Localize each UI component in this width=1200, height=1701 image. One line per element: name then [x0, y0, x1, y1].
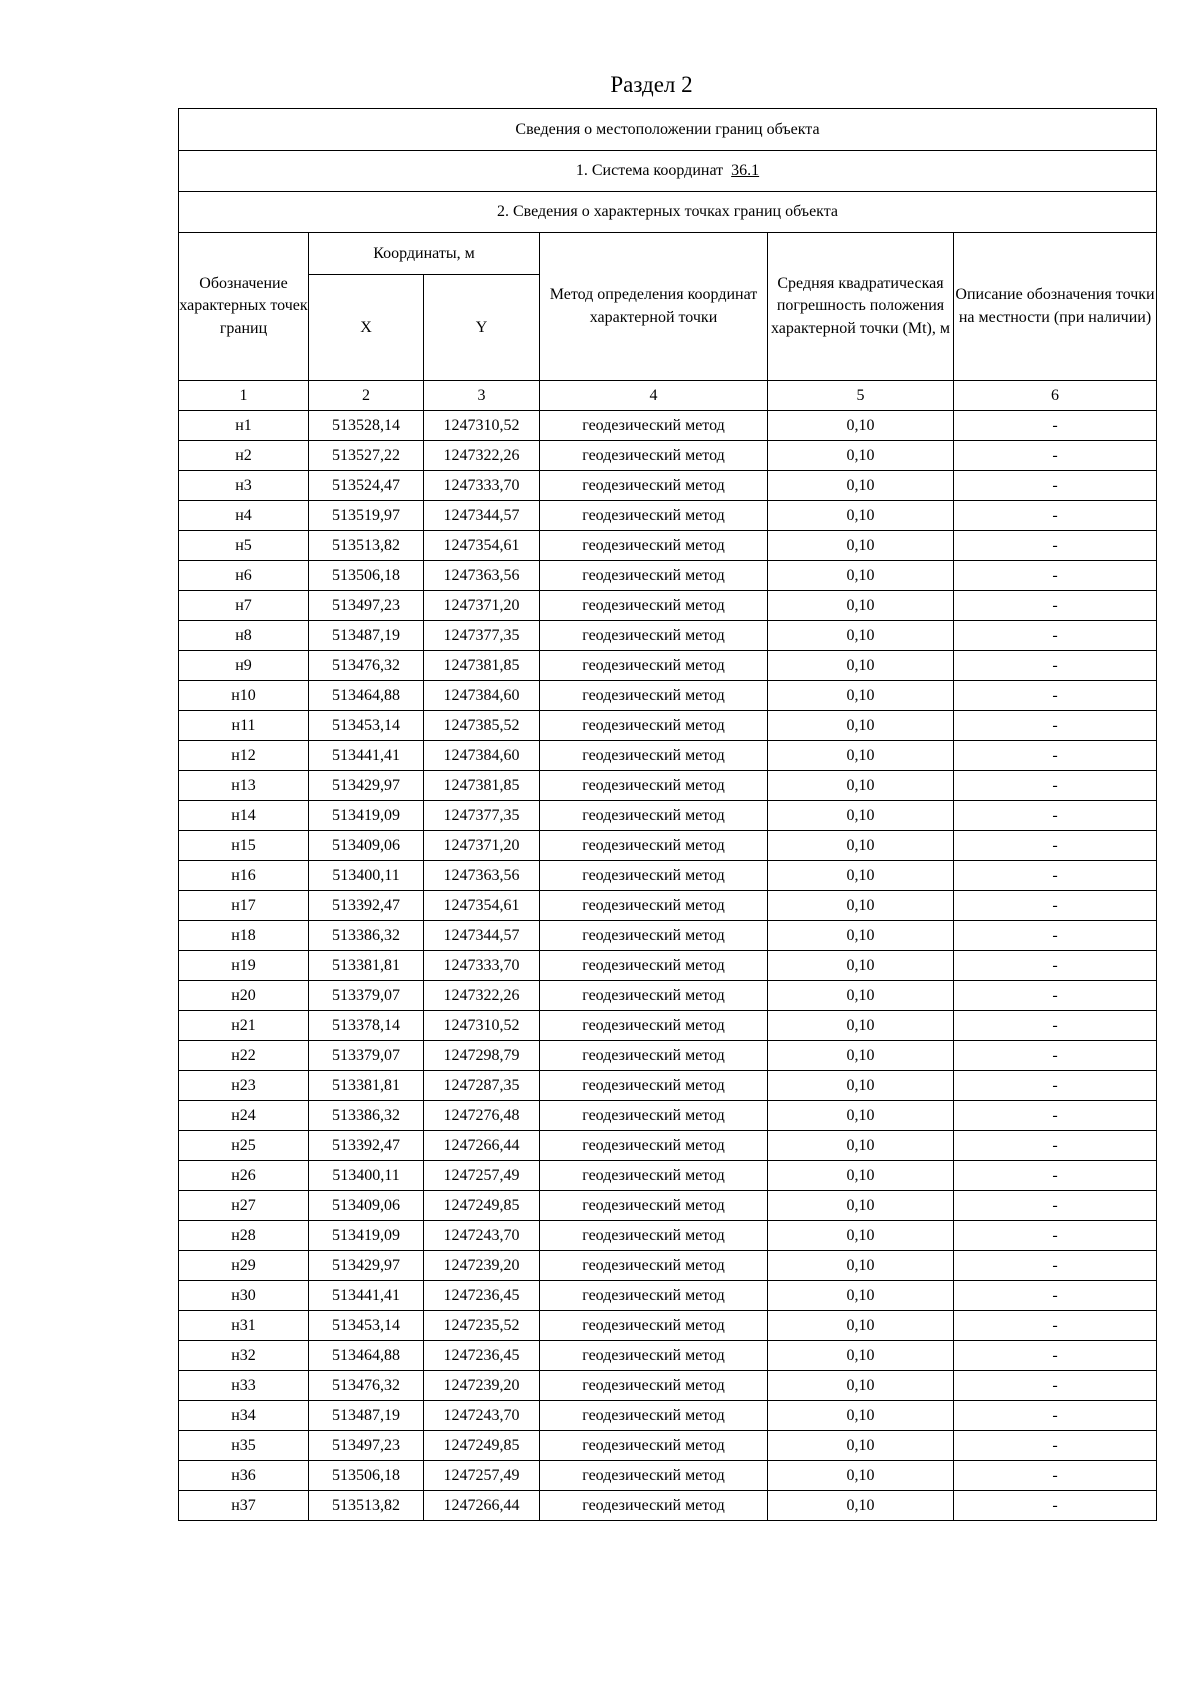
method: геодезический метод [540, 1131, 768, 1161]
point-designation: н2 [179, 441, 309, 471]
coord-system-value: 36.1 [731, 162, 760, 180]
table-row [179, 411, 1157, 441]
table-caption-row [179, 109, 1157, 151]
point-designation: н36 [179, 1461, 309, 1491]
mean-error: 0,10 [768, 441, 954, 471]
description: - [954, 471, 1157, 501]
coord-y: 1247381,85 [424, 651, 540, 681]
table-row [179, 591, 1157, 621]
coord-system-cell [179, 151, 1157, 192]
table-row [179, 501, 1157, 531]
table-row [179, 651, 1157, 681]
description: - [954, 1071, 1157, 1101]
coord-x: 513497,23 [309, 591, 424, 621]
points-heading: 2. Сведения о характерных точках границ объекта [179, 192, 1157, 233]
description: - [954, 741, 1157, 771]
coord-x: 513527,22 [309, 441, 424, 471]
column-number: 4 [540, 381, 768, 411]
method: геодезический метод [540, 1161, 768, 1191]
mean-error: 0,10 [768, 561, 954, 591]
mean-error: 0,10 [768, 981, 954, 1011]
coord-x: 513386,32 [309, 1101, 424, 1131]
method: геодезический метод [540, 771, 768, 801]
table-row [179, 1341, 1157, 1371]
table-row [179, 831, 1157, 861]
coord-y: 1247243,70 [424, 1401, 540, 1431]
point-designation: н15 [179, 831, 309, 861]
column-number: 3 [424, 381, 540, 411]
coord-x: 513528,14 [309, 411, 424, 441]
method: геодезический метод [540, 1341, 768, 1371]
mean-error: 0,10 [768, 741, 954, 771]
coord-x: 513464,88 [309, 1341, 424, 1371]
coord-x: 513392,47 [309, 1131, 424, 1161]
description: - [954, 921, 1157, 951]
method: геодезический метод [540, 1011, 768, 1041]
point-designation: н10 [179, 681, 309, 711]
method: геодезический метод [540, 1101, 768, 1131]
mean-error: 0,10 [768, 1071, 954, 1101]
method: геодезический метод [540, 1431, 768, 1461]
mean-error: 0,10 [768, 951, 954, 981]
coord-y: 1247287,35 [424, 1071, 540, 1101]
point-designation: н28 [179, 1221, 309, 1251]
table-row [179, 981, 1157, 1011]
method: геодезический метод [540, 1041, 768, 1071]
description: - [954, 651, 1157, 681]
mean-error: 0,10 [768, 1191, 954, 1221]
coord-x: 513506,18 [309, 561, 424, 591]
coord-y: 1247276,48 [424, 1101, 540, 1131]
point-designation: н31 [179, 1311, 309, 1341]
table-row [179, 1251, 1157, 1281]
point-designation: н3 [179, 471, 309, 501]
description: - [954, 1341, 1157, 1371]
table-row [179, 1041, 1157, 1071]
mean-error: 0,10 [768, 1281, 954, 1311]
coord-x: 513513,82 [309, 531, 424, 561]
coord-x: 513409,06 [309, 1191, 424, 1221]
description: - [954, 1461, 1157, 1491]
coord-x: 513429,97 [309, 1251, 424, 1281]
method: геодезический метод [540, 651, 768, 681]
table-row [179, 1371, 1157, 1401]
method: геодезический метод [540, 1461, 768, 1491]
point-designation: н32 [179, 1341, 309, 1371]
column-number: 1 [179, 381, 309, 411]
coord-y: 1247239,20 [424, 1251, 540, 1281]
method: геодезический метод [540, 801, 768, 831]
table-row [179, 1191, 1157, 1221]
coord-x: 513379,07 [309, 1041, 424, 1071]
table-row [179, 561, 1157, 591]
table-row [179, 621, 1157, 651]
table-row [179, 861, 1157, 891]
coord-y: 1247354,61 [424, 531, 540, 561]
coord-x: 513419,09 [309, 1221, 424, 1251]
method: геодезический метод [540, 1311, 768, 1341]
point-designation: н20 [179, 981, 309, 1011]
description: - [954, 1041, 1157, 1071]
mean-error: 0,10 [768, 1221, 954, 1251]
coord-x: 513497,23 [309, 1431, 424, 1461]
mean-error: 0,10 [768, 1311, 954, 1341]
mean-error: 0,10 [768, 621, 954, 651]
coord-y: 1247322,26 [424, 441, 540, 471]
mean-error: 0,10 [768, 1251, 954, 1281]
point-designation: н35 [179, 1431, 309, 1461]
table-row [179, 711, 1157, 741]
coord-x: 513400,11 [309, 861, 424, 891]
mean-error: 0,10 [768, 1371, 954, 1401]
method: геодезический метод [540, 411, 768, 441]
coord-y: 1247249,85 [424, 1431, 540, 1461]
description: - [954, 531, 1157, 561]
coord-y: 1247333,70 [424, 471, 540, 501]
method: геодезический метод [540, 921, 768, 951]
coord-system-row [179, 151, 1157, 192]
method: геодезический метод [540, 561, 768, 591]
description: - [954, 561, 1157, 591]
coord-x: 513487,19 [309, 1401, 424, 1431]
mean-error: 0,10 [768, 1161, 954, 1191]
description: - [954, 1191, 1157, 1221]
point-designation: н12 [179, 741, 309, 771]
point-designation: н29 [179, 1251, 309, 1281]
table-row [179, 1281, 1157, 1311]
method: геодезический метод [540, 591, 768, 621]
mean-error: 0,10 [768, 1401, 954, 1431]
mean-error: 0,10 [768, 471, 954, 501]
coord-y: 1247249,85 [424, 1191, 540, 1221]
coord-x: 513381,81 [309, 951, 424, 981]
coord-x: 513392,47 [309, 891, 424, 921]
mean-error: 0,10 [768, 681, 954, 711]
coord-y: 1247236,45 [424, 1281, 540, 1311]
mean-error: 0,10 [768, 891, 954, 921]
method: геодезический метод [540, 831, 768, 861]
description: - [954, 501, 1157, 531]
method: геодезический метод [540, 1281, 768, 1311]
coord-x: 513381,81 [309, 1071, 424, 1101]
coord-x: 513524,47 [309, 471, 424, 501]
coord-y: 1247377,35 [424, 621, 540, 651]
description: - [954, 1491, 1157, 1521]
point-designation: н21 [179, 1011, 309, 1041]
coord-y: 1247377,35 [424, 801, 540, 831]
description: - [954, 621, 1157, 651]
method: геодезический метод [540, 501, 768, 531]
header-description: Описание обозначения точки на местности (при наличии) [954, 233, 1157, 381]
coord-y: 1247310,52 [424, 1011, 540, 1041]
method: геодезический метод [540, 471, 768, 501]
table-row [179, 1401, 1157, 1431]
coord-y: 1247381,85 [424, 771, 540, 801]
mean-error: 0,10 [768, 651, 954, 681]
description: - [954, 1311, 1157, 1341]
method: геодезический метод [540, 981, 768, 1011]
description: - [954, 681, 1157, 711]
description: - [954, 1281, 1157, 1311]
method: геодезический метод [540, 1491, 768, 1521]
coord-y: 1247344,57 [424, 921, 540, 951]
mean-error: 0,10 [768, 531, 954, 561]
coord-x: 513409,06 [309, 831, 424, 861]
mean-error: 0,10 [768, 411, 954, 441]
column-number: 5 [768, 381, 954, 411]
coord-y: 1247322,26 [424, 981, 540, 1011]
section-title: Раздел 2 [610, 72, 693, 97]
point-designation: н37 [179, 1491, 309, 1521]
mean-error: 0,10 [768, 1131, 954, 1161]
description: - [954, 1161, 1157, 1191]
header-method: Метод определения координат характерной точки [540, 233, 768, 381]
mean-error: 0,10 [768, 1341, 954, 1371]
description: - [954, 771, 1157, 801]
description: - [954, 981, 1157, 1011]
header-y: Y [424, 275, 540, 381]
coord-y: 1247266,44 [424, 1491, 540, 1521]
method: геодезический метод [540, 621, 768, 651]
table-row [179, 771, 1157, 801]
point-designation: н26 [179, 1161, 309, 1191]
header-coordinates: Координаты, м [309, 233, 540, 275]
coord-y: 1247239,20 [424, 1371, 540, 1401]
table-row [179, 1161, 1157, 1191]
description: - [954, 951, 1157, 981]
table-row [179, 741, 1157, 771]
mean-error: 0,10 [768, 1431, 954, 1461]
coord-y: 1247384,60 [424, 681, 540, 711]
coord-y: 1247266,44 [424, 1131, 540, 1161]
point-designation: н23 [179, 1071, 309, 1101]
coord-x: 513513,82 [309, 1491, 424, 1521]
description: - [954, 801, 1157, 831]
mean-error: 0,10 [768, 831, 954, 861]
method: геодезический метод [540, 1221, 768, 1251]
coord-x: 513506,18 [309, 1461, 424, 1491]
method: геодезический метод [540, 891, 768, 921]
coord-x: 513487,19 [309, 621, 424, 651]
coord-x: 513453,14 [309, 711, 424, 741]
coord-y: 1247257,49 [424, 1461, 540, 1491]
table-row [179, 441, 1157, 471]
method: геодезический метод [540, 741, 768, 771]
point-designation: н24 [179, 1101, 309, 1131]
coord-x: 513464,88 [309, 681, 424, 711]
coord-x: 513441,41 [309, 741, 424, 771]
coord-x: 513441,41 [309, 1281, 424, 1311]
description: - [954, 831, 1157, 861]
description: - [954, 1221, 1157, 1251]
table-row [179, 1101, 1157, 1131]
point-designation: н13 [179, 771, 309, 801]
method: геодезический метод [540, 681, 768, 711]
point-designation: н11 [179, 711, 309, 741]
header-designation: Обозначение характерных точек границ [179, 233, 309, 381]
coord-y: 1247384,60 [424, 741, 540, 771]
coord-x: 513378,14 [309, 1011, 424, 1041]
mean-error: 0,10 [768, 591, 954, 621]
point-designation: н6 [179, 561, 309, 591]
coord-y: 1247371,20 [424, 591, 540, 621]
coord-x: 513386,32 [309, 921, 424, 951]
description: - [954, 1011, 1157, 1041]
description: - [954, 891, 1157, 921]
coord-y: 1247385,52 [424, 711, 540, 741]
table-row [179, 801, 1157, 831]
method: геодезический метод [540, 1401, 768, 1431]
description: - [954, 591, 1157, 621]
method: геодезический метод [540, 531, 768, 561]
point-designation: н1 [179, 411, 309, 441]
coord-x: 513379,07 [309, 981, 424, 1011]
table-row [179, 1491, 1157, 1521]
point-designation: н16 [179, 861, 309, 891]
points-heading-row [179, 192, 1157, 233]
point-designation: н30 [179, 1281, 309, 1311]
description: - [954, 441, 1157, 471]
coord-x: 513453,14 [309, 1311, 424, 1341]
mean-error: 0,10 [768, 1461, 954, 1491]
table-row [179, 1461, 1157, 1491]
coord-x: 513400,11 [309, 1161, 424, 1191]
method: геодезический метод [540, 951, 768, 981]
coord-x: 513429,97 [309, 771, 424, 801]
description: - [954, 411, 1157, 441]
table-row [179, 891, 1157, 921]
mean-error: 0,10 [768, 861, 954, 891]
table-row [179, 1071, 1157, 1101]
coord-y: 1247310,52 [424, 411, 540, 441]
coord-y: 1247344,57 [424, 501, 540, 531]
column-number: 2 [309, 381, 424, 411]
method: геодезический метод [540, 1371, 768, 1401]
point-designation: н14 [179, 801, 309, 831]
mean-error: 0,10 [768, 921, 954, 951]
description: - [954, 1401, 1157, 1431]
table-caption: Сведения о местоположении границ объекта [179, 109, 1157, 151]
point-designation: н17 [179, 891, 309, 921]
description: - [954, 1371, 1157, 1401]
description: - [954, 1131, 1157, 1161]
point-designation: н9 [179, 651, 309, 681]
point-designation: н25 [179, 1131, 309, 1161]
mean-error: 0,10 [768, 501, 954, 531]
method: геодезический метод [540, 861, 768, 891]
point-designation: н22 [179, 1041, 309, 1071]
coord-y: 1247363,56 [424, 861, 540, 891]
point-designation: н27 [179, 1191, 309, 1221]
boundary-points-table [178, 108, 1157, 1521]
coord-y: 1247236,45 [424, 1341, 540, 1371]
header-x: X [309, 275, 424, 381]
mean-error: 0,10 [768, 1491, 954, 1521]
description: - [954, 1251, 1157, 1281]
mean-error: 0,10 [768, 801, 954, 831]
table-row [179, 1221, 1157, 1251]
coord-x: 513476,32 [309, 1371, 424, 1401]
coord-y: 1247298,79 [424, 1041, 540, 1071]
table-row [179, 951, 1157, 981]
description: - [954, 1101, 1157, 1131]
table-row [179, 471, 1157, 501]
point-designation: н8 [179, 621, 309, 651]
coord-x: 513419,09 [309, 801, 424, 831]
coord-x: 513519,97 [309, 501, 424, 531]
method: геодезический метод [540, 1191, 768, 1221]
mean-error: 0,10 [768, 711, 954, 741]
point-designation: н19 [179, 951, 309, 981]
table-row [179, 681, 1157, 711]
coord-system-label: 1. Система координат [575, 162, 724, 180]
table-row [179, 531, 1157, 561]
table-row [179, 1311, 1157, 1341]
mean-error: 0,10 [768, 1041, 954, 1071]
description: - [954, 861, 1157, 891]
header-row-1 [179, 233, 1157, 275]
coord-y: 1247333,70 [424, 951, 540, 981]
mean-error: 0,10 [768, 1011, 954, 1041]
point-designation: н34 [179, 1401, 309, 1431]
method: геодезический метод [540, 711, 768, 741]
coord-y: 1247371,20 [424, 831, 540, 861]
header-error: Средняя квадратическая погрешность положения характерной точки (Mt), м [768, 233, 954, 381]
table-row [179, 921, 1157, 951]
method: геодезический метод [540, 441, 768, 471]
mean-error: 0,10 [768, 1101, 954, 1131]
coord-y: 1247363,56 [424, 561, 540, 591]
mean-error: 0,10 [768, 771, 954, 801]
table-row [179, 1131, 1157, 1161]
point-designation: н18 [179, 921, 309, 951]
point-designation: н33 [179, 1371, 309, 1401]
table-body [179, 109, 1157, 1521]
column-number: 6 [954, 381, 1157, 411]
method: геодезический метод [540, 1251, 768, 1281]
method: геодезический метод [540, 1071, 768, 1101]
table-row [179, 1431, 1157, 1461]
coord-y: 1247235,52 [424, 1311, 540, 1341]
coord-x: 513476,32 [309, 651, 424, 681]
description: - [954, 711, 1157, 741]
point-designation: н7 [179, 591, 309, 621]
coord-y: 1247243,70 [424, 1221, 540, 1251]
column-numbers-row [179, 381, 1157, 411]
coord-y: 1247354,61 [424, 891, 540, 921]
table-row [179, 1011, 1157, 1041]
coord-y: 1247257,49 [424, 1161, 540, 1191]
description: - [954, 1431, 1157, 1461]
point-designation: н5 [179, 531, 309, 561]
point-designation: н4 [179, 501, 309, 531]
